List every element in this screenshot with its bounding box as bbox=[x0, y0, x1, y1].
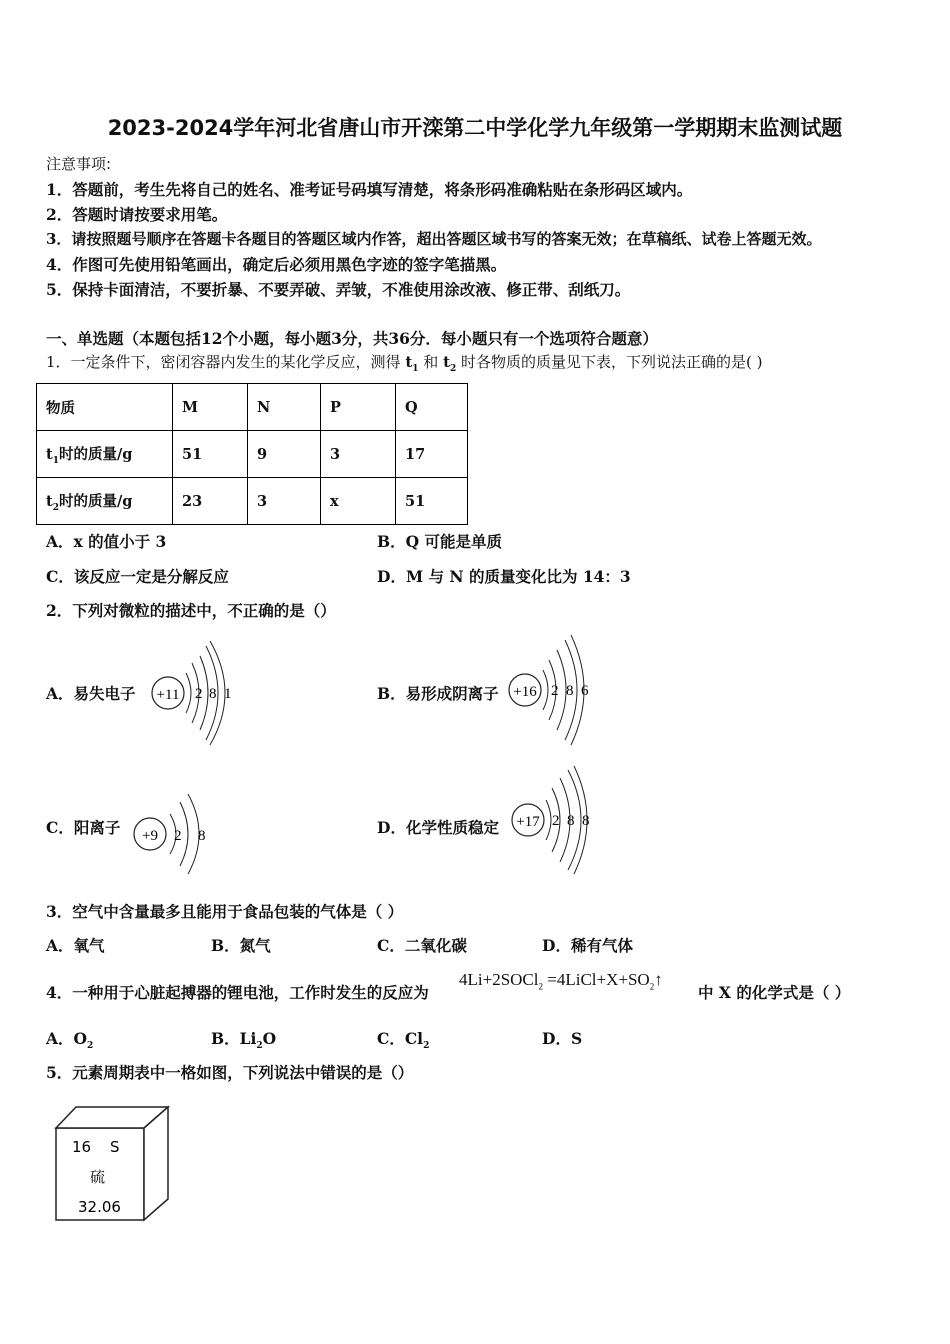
q1-stem bbox=[46, 351, 763, 374]
nucleus-charge: +16 bbox=[513, 684, 537, 700]
gas-arrow-icon: ↑ bbox=[654, 970, 663, 989]
table-cell: M bbox=[173, 384, 248, 431]
option-c-sub: 2 bbox=[423, 1041, 430, 1052]
shell-count: 6 bbox=[581, 683, 589, 699]
q4-stem-b: 中 X 的化学式是（ ） bbox=[698, 983, 851, 1002]
shell-count: 2 bbox=[552, 813, 560, 829]
q4-option-b[interactable] bbox=[211, 1027, 276, 1051]
atom-diagram-b bbox=[503, 632, 598, 747]
table-cell: Q bbox=[396, 384, 468, 431]
option-b-sub: 2 bbox=[256, 1041, 263, 1052]
q4-option-c[interactable] bbox=[377, 1027, 429, 1051]
formula-part-b: =4LiCl+X+SO bbox=[543, 970, 650, 989]
table-header-row bbox=[37, 384, 468, 431]
q3-option-b[interactable]: B．氮气 bbox=[211, 936, 271, 955]
table-cell: 3 bbox=[321, 431, 396, 478]
atom-diagram-a bbox=[148, 638, 243, 748]
periodic-table-tile bbox=[52, 1104, 174, 1224]
tile-side bbox=[144, 1107, 168, 1220]
table-cell: 3 bbox=[248, 478, 321, 525]
notice-item-3: 3．请按照题号顺序在答题卡各题目的答题区域内作答，超出答题区域书写的答案无效；在草稿纸、试卷上答题无效。 bbox=[46, 230, 822, 248]
table-cell: x bbox=[321, 478, 396, 525]
element-symbol: S bbox=[110, 1138, 120, 1156]
table-cell: 物质 bbox=[37, 384, 173, 431]
shell-arc bbox=[546, 800, 551, 840]
q1-t1-sub: 1 bbox=[412, 364, 419, 374]
atomic-number: 16 bbox=[72, 1138, 92, 1156]
option-a-text: A．O bbox=[46, 1029, 88, 1048]
q2-stem: 2．下列对微粒的描述中，不正确的是（） bbox=[46, 601, 336, 620]
atom-diagram-c bbox=[128, 790, 218, 880]
atomic-mass: 32.06 bbox=[78, 1198, 121, 1216]
notice-item-4: 4．作图可先使用铅笔画出，确定后必须用黑色字迹的签字笔描黑。 bbox=[46, 255, 507, 274]
notice-item-5: 5．保持卡面清洁，不要折暴、不要弄破、弄皱，不准使用涂改液、修正带、刮纸刀。 bbox=[46, 280, 631, 299]
row1-label: 时的质量/g bbox=[58, 445, 133, 463]
q1-mass-table bbox=[36, 383, 468, 525]
formula-sub-1: 2 bbox=[538, 981, 543, 992]
q1-option-d[interactable]: D．M 与 N 的质量变化比为 14：3 bbox=[377, 567, 631, 586]
q3-option-a[interactable]: A．氧气 bbox=[46, 936, 105, 955]
q2-option-c[interactable]: C．阳离子 bbox=[46, 818, 121, 837]
nucleus-charge: +17 bbox=[516, 814, 540, 830]
row2-t: t bbox=[46, 492, 53, 510]
page-title: 2023-2024学年河北省唐山市开滦第二中学化学九年级第一学期期末监测试题 bbox=[107, 116, 843, 140]
element-name: 硫 bbox=[90, 1168, 106, 1186]
table-row bbox=[37, 478, 468, 525]
notice-heading: 注意事项: bbox=[46, 155, 112, 173]
nucleus-charge: +9 bbox=[142, 828, 158, 844]
nucleus-charge: +11 bbox=[156, 687, 180, 703]
shell-arc bbox=[543, 670, 548, 710]
shell-count: 2 bbox=[195, 686, 203, 702]
row1-t: t bbox=[46, 445, 53, 463]
q3-stem: 3．空气中含量最多且能用于食品包装的气体是（ ） bbox=[46, 902, 404, 921]
formula-sub-2: 2 bbox=[649, 981, 655, 992]
shell-arc bbox=[186, 673, 191, 713]
q4-option-d[interactable]: D．S bbox=[542, 1029, 583, 1048]
shell-count: 8 bbox=[567, 813, 575, 829]
row2-label: 时的质量/g bbox=[58, 492, 133, 510]
table-cell: 9 bbox=[248, 431, 321, 478]
section-heading: 一、单选题（本题包括12个小题，每小题3分，共36分．每小题只有一个选项符合题意） bbox=[46, 329, 658, 348]
table-cell: P bbox=[321, 384, 396, 431]
q4-option-a[interactable] bbox=[46, 1027, 93, 1051]
q1-t1: t bbox=[405, 353, 413, 371]
shell-count: 8 bbox=[566, 683, 574, 699]
q3-option-d[interactable]: D．稀有气体 bbox=[542, 936, 633, 955]
table-cell: 23 bbox=[173, 478, 248, 525]
shell-count: 8 bbox=[582, 813, 590, 829]
shell-count: 1 bbox=[224, 686, 232, 702]
q3-option-c[interactable]: C．二氧化碳 bbox=[377, 936, 467, 955]
row2-sub: 2 bbox=[52, 502, 59, 513]
shell-count: 8 bbox=[209, 686, 217, 702]
q1-stem-text-b: 和 bbox=[418, 353, 444, 371]
q2-option-b[interactable]: B．易形成阴离子 bbox=[377, 684, 499, 703]
notice-item-1: 1．答题前，考生先将自己的姓名、准考证号码填写清楚，将条形码准确粘贴在条形码区域内。 bbox=[46, 180, 693, 199]
q1-option-c[interactable]: C．该反应一定是分解反应 bbox=[46, 567, 229, 586]
q1-t2: t bbox=[443, 353, 451, 371]
option-a-sub: 2 bbox=[87, 1041, 94, 1052]
shell-count: 8 bbox=[198, 828, 206, 844]
q2-option-d[interactable]: D．化学性质稳定 bbox=[377, 818, 499, 837]
table-cell: 51 bbox=[173, 431, 248, 478]
shell-count: 2 bbox=[174, 828, 182, 844]
option-c-text: C．Cl bbox=[377, 1029, 424, 1048]
table-row-label bbox=[37, 478, 173, 525]
formula-part-a: 4Li+2SOCl bbox=[459, 970, 539, 989]
table-row bbox=[37, 431, 468, 478]
q1-option-a[interactable]: A．x 的值小于 3 bbox=[46, 532, 167, 551]
shell-count: 2 bbox=[551, 683, 559, 699]
q1-option-b[interactable]: B．Q 可能是单质 bbox=[377, 532, 502, 551]
q2-option-a[interactable]: A．易失电子 bbox=[46, 684, 136, 703]
table-row-label bbox=[37, 431, 173, 478]
q1-stem-text-a: 1．一定条件下，密闭容器内发生的某化学反应，测得 bbox=[46, 353, 406, 371]
row1-sub: 1 bbox=[52, 455, 59, 466]
notice-item-2: 2．答题时请按要求用笔。 bbox=[46, 205, 228, 224]
table-cell: 51 bbox=[396, 478, 468, 525]
q1-stem-text-c: 时各物质的质量见下表，下列说法正确的是( ) bbox=[456, 353, 763, 371]
q5-stem: 5．元素周期表中一格如图，下列说法中错误的是（） bbox=[46, 1063, 414, 1082]
q4-stem-a: 4．一种用于心脏起搏器的锂电池，工作时发生的反应为 bbox=[46, 983, 429, 1002]
option-b-post: O bbox=[262, 1029, 277, 1048]
q1-t2-sub: 2 bbox=[450, 364, 457, 374]
atom-diagram-d bbox=[508, 764, 600, 876]
q4-reaction-formula bbox=[459, 970, 663, 991]
table-cell: N bbox=[248, 384, 321, 431]
option-b-text: B．Li bbox=[211, 1029, 257, 1048]
table-cell: 17 bbox=[396, 431, 468, 478]
